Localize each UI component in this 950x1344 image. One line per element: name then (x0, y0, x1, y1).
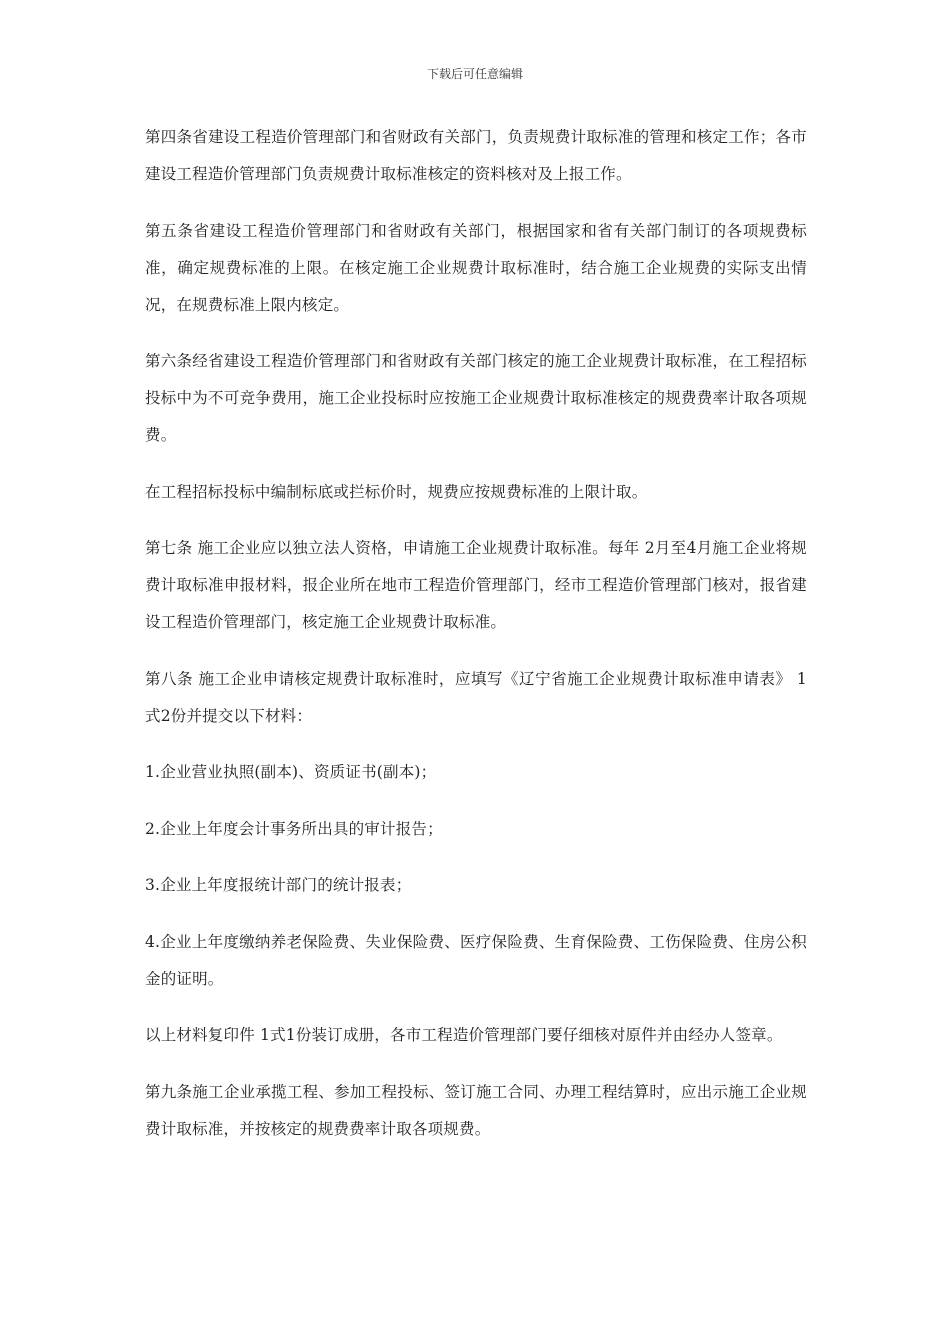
document-body (145, 119, 807, 1167)
list-item-3: 3.企业上年度报统计部门的统计报表； (145, 876, 412, 894)
paragraph-article-9: 第九条施工企业承揽工程、参加工程投标、签订施工合同、办理工程结算时，应出示施工企业规费计取标准，并按核定的规费费率计取各项规费。 (145, 1082, 807, 1138)
paragraph-article-6: 第六条经省建设工程造价管理部门和省财政有关部门核定的施工企业规费计取标准，在工程招标投标中为不可竞争费用，施工企业投标时应按施工企业规费计取标准核定的规费费率计取各项规费。 (145, 352, 807, 444)
paragraph-article-4: 第四条省建设工程造价管理部门和省财政有关部门，负责规费计取标准的管理和核定工作；各市建设工程造价管理部门负责规费计取标准核定的资料核对及上报工作。 (145, 128, 807, 183)
paragraph-copies: 以上材料复印件 1式1份装订成册，各市工程造价管理部门要仔细核对原件并由经办人签章。 (145, 1026, 783, 1044)
list-item-1: 1.企业营业执照(副本)、资质证书(副本)； (145, 763, 437, 781)
paragraph-bid-ceiling: 在工程招标投标中编制标底或拦标价时，规费应按规费标准的上限计取。 (145, 482, 648, 501)
list-item-4: 4.企业上年度缴纳养老保险费、失业保险费、医疗保险费、生育保险费、工伤保险费、住房公积金的证明。 (145, 932, 807, 988)
paragraph-article-8: 第八条 施工企业申请核定规费计取标准时，应填写《辽宁省施工企业规费计取标准申请表》 1式2份并提交以下材料： (145, 669, 807, 725)
paragraph-article-5: 第五条省建设工程造价管理部门和省财政有关部门，根据国家和省有关部门制订的各项规费标准，确定规费标准的上限。在核定施工企业规费计取标准时，结合施工企业规费的实际支出情况，在规费标准上限内核定。 (145, 221, 807, 314)
page-header-note: 下载后可任意编辑 (426, 67, 523, 81)
list-item-2: 2.企业上年度会计事务所出具的审计报告； (145, 819, 443, 838)
paragraph-article-7: 第七条 施工企业应以独立法人资格，申请施工企业规费计取标准。每年 2月至4月施工企业将规费计取标准申报材料，报企业所在地市工程造价管理部门，经市工程造价管理部门核对，报省建设工程造价管理部门，核定施工企业规费计取标准。 (145, 539, 807, 631)
